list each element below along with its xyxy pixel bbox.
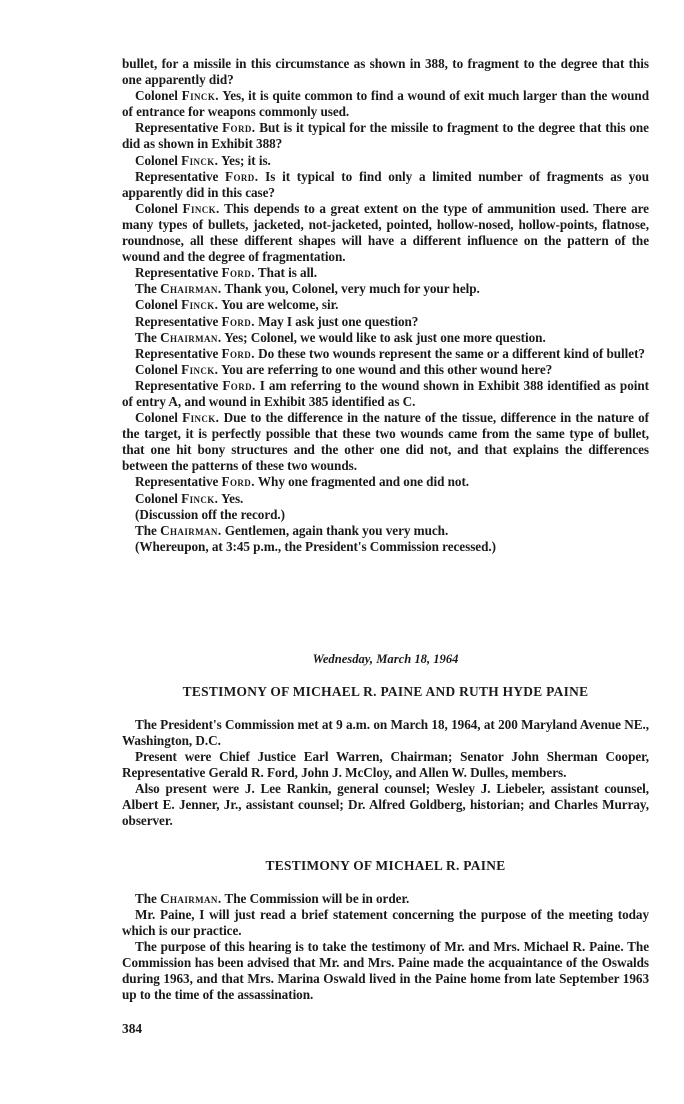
speaker-title: The xyxy=(135,890,161,906)
speech-text: Gentlemen, again thank you very much. xyxy=(224,522,449,538)
speech-text: (Whereupon, at 3:45 p.m., the President's Commission recessed.) xyxy=(135,538,496,554)
speaker-name: Chairman. xyxy=(160,890,222,906)
speaker-name: Finck. xyxy=(182,410,220,426)
speech-text: Why one fragmented and one did not. xyxy=(257,474,470,490)
speaker-title: Colonel xyxy=(135,297,182,313)
transcript-paragraph xyxy=(122,362,649,378)
speaker-title: Colonel xyxy=(135,200,183,216)
transcript-paragraph xyxy=(122,330,649,346)
transcript-paragraph xyxy=(122,346,649,362)
transcript-paragraph xyxy=(122,314,649,330)
transcript-paragraph xyxy=(122,153,649,169)
speech-text: Do these two wounds represent the same or a different kind of bullet? xyxy=(258,345,645,361)
session-paragraph: The President's Commission met at 9 a.m. on March 18, 1964, at 200 Maryland Avenue NE., Washington, D.C. xyxy=(122,716,649,748)
speech-text: I am referring to the wound shown in Exhibit 388 identified as point of entry A, and wound in Exhibit 385 identified as C. xyxy=(122,377,649,409)
session-intro xyxy=(122,717,649,830)
transcript-paragraph xyxy=(122,891,649,907)
transcript-paragraph xyxy=(122,939,649,1003)
speaker-title: Colonel xyxy=(135,88,182,104)
speech-text: You are referring to one wound and this other wound here? xyxy=(221,361,553,377)
speaker-name: Finck. xyxy=(181,88,219,104)
speech-text: But is it typical for the missile to fragment to the degree that this one did as shown in Exhibit 388? xyxy=(122,120,649,152)
testimony-heading: TESTIMONY OF MICHAEL R. PAINE xyxy=(265,857,506,873)
speaker-name: Finck. xyxy=(181,297,219,313)
page-number: 384 xyxy=(122,1021,143,1037)
speech-text: That is all. xyxy=(257,265,318,281)
speaker-title: The xyxy=(135,522,161,538)
transcript-paragraph xyxy=(122,523,649,539)
speaker-title: The xyxy=(135,329,161,345)
speaker-name: Ford. xyxy=(221,313,255,329)
section-spacer xyxy=(122,555,649,651)
speech-text: (Discussion off the record.) xyxy=(135,506,285,522)
transcript-paragraph xyxy=(122,539,649,555)
speech-text: The purpose of this hearing is to take the testimony of Mr. and Mrs. Michael R. Paine. The Commission has been advised that Mr. and Mrs. Paine made the acquaintance of the Oswalds during 1963, and that Mrs. Marina Oswald lived in the Paine home from late September 1963 up to the time of the assassination. xyxy=(122,938,649,1003)
transcript-paragraph xyxy=(122,474,649,490)
speaker-name: Finck. xyxy=(181,152,219,168)
transcript-section-paine xyxy=(122,891,649,1004)
speaker-name: Ford. xyxy=(225,168,259,184)
speaker-name: Ford. xyxy=(221,345,255,361)
speech-text: Due to the difference in the nature of the tissue, difference in the nature of the target, it is perfectly possible that these two wounds came from the same type of bullet, that one hit bony structures and the other one did not, and that explains the differences between the patterns of these two wounds. xyxy=(122,410,650,474)
speech-text: This depends to a great extent on the type of ammunition used. There are many types of bullets, jacketed, not-jacketed, pointed, hollow-nosed, hollow-points, flatnose, roundnose, all these different shapes will have a different influence on the pattern of the wound and the degree of fragmentation. xyxy=(122,200,649,265)
session-date: Wednesday, March 18, 1964 xyxy=(312,651,459,666)
speech-text: Yes; it is. xyxy=(221,152,271,168)
speech-text: Thank you, Colonel, very much for your help. xyxy=(224,281,480,297)
transcript-paragraph xyxy=(122,378,649,410)
transcript-paragraph xyxy=(122,281,649,297)
session-paragraph: Present were Chief Justice Earl Warren, Chairman; Senator John Sherman Cooper, Representative Gerald R. Ford, John J. McCloy, and Allen W. Dulles, members. xyxy=(122,749,649,781)
transcript-paragraph xyxy=(122,56,649,88)
speaker-name: Chairman. xyxy=(160,281,222,297)
transcript-paragraph xyxy=(122,297,649,313)
speaker-title: Representative xyxy=(135,345,222,361)
speaker-title: The xyxy=(135,281,161,297)
speaker-title: Colonel xyxy=(135,152,182,168)
speaker-title: Representative xyxy=(135,474,222,490)
speaker-name: Finck. xyxy=(181,361,219,377)
speaker-name: Finck. xyxy=(182,200,220,216)
transcript-paragraph xyxy=(122,491,649,507)
speech-text: Yes, it is quite common to find a wound of exit much larger than the wound of entrance for weapons commonly used. xyxy=(122,88,649,120)
speech-text: Mr. Paine, I will just read a brief statement concerning the purpose of the meeting today which is our practice. xyxy=(122,906,649,938)
speaker-name: Ford. xyxy=(222,377,256,393)
session-heading: TESTIMONY OF MICHAEL R. PAINE AND RUTH HYDE PAINE xyxy=(182,683,589,699)
transcript-paragraph xyxy=(122,410,649,474)
transcript-section-finck xyxy=(122,56,649,555)
speaker-name: Chairman. xyxy=(160,522,222,538)
speaker-title: Representative xyxy=(135,120,223,136)
speech-text: May I ask just one question? xyxy=(258,313,419,329)
speech-text: Yes; Colonel, we would like to ask just one more question. xyxy=(224,329,546,345)
speaker-name: Ford. xyxy=(221,265,255,281)
speaker-title: Representative xyxy=(135,265,222,281)
speech-text: Is it typical to find only a limited number of fragments as you apparently did in this case? xyxy=(122,168,649,200)
speaker-title: Colonel xyxy=(135,361,182,377)
speaker-title: Representative xyxy=(135,377,223,393)
speaker-title: Representative xyxy=(135,313,222,329)
transcript-paragraph xyxy=(122,265,649,281)
transcript-paragraph xyxy=(122,169,649,201)
transcript-paragraph xyxy=(122,88,649,120)
speaker-title: Colonel xyxy=(135,490,182,506)
transcript-paragraph xyxy=(122,120,649,152)
session-paragraph: Also present were J. Lee Rankin, general counsel; Wesley J. Liebeler, assistant counsel, Albert E. Jenner, Jr., assistant counsel; Dr. Alfred Goldberg, historian; and Charles Murray, observer. xyxy=(122,781,649,829)
speaker-name: Ford. xyxy=(221,474,255,490)
speaker-title: Colonel xyxy=(135,410,183,426)
speaker-name: Finck. xyxy=(181,490,219,506)
document-page xyxy=(122,56,649,1037)
speech-text: The Commission will be in order. xyxy=(224,890,410,906)
speech-text: Yes. xyxy=(221,490,244,506)
speech-text: bullet, for a missile in this circumstance as shown in 388, to fragment to the degree that this one apparently did? xyxy=(122,56,649,88)
speaker-name: Ford. xyxy=(222,120,256,136)
transcript-paragraph xyxy=(122,507,649,523)
speaker-title: Representative xyxy=(135,168,226,184)
transcript-paragraph xyxy=(122,201,649,265)
speech-text: You are welcome, sir. xyxy=(221,297,339,313)
speaker-name: Chairman. xyxy=(160,329,222,345)
transcript-paragraph xyxy=(122,907,649,939)
